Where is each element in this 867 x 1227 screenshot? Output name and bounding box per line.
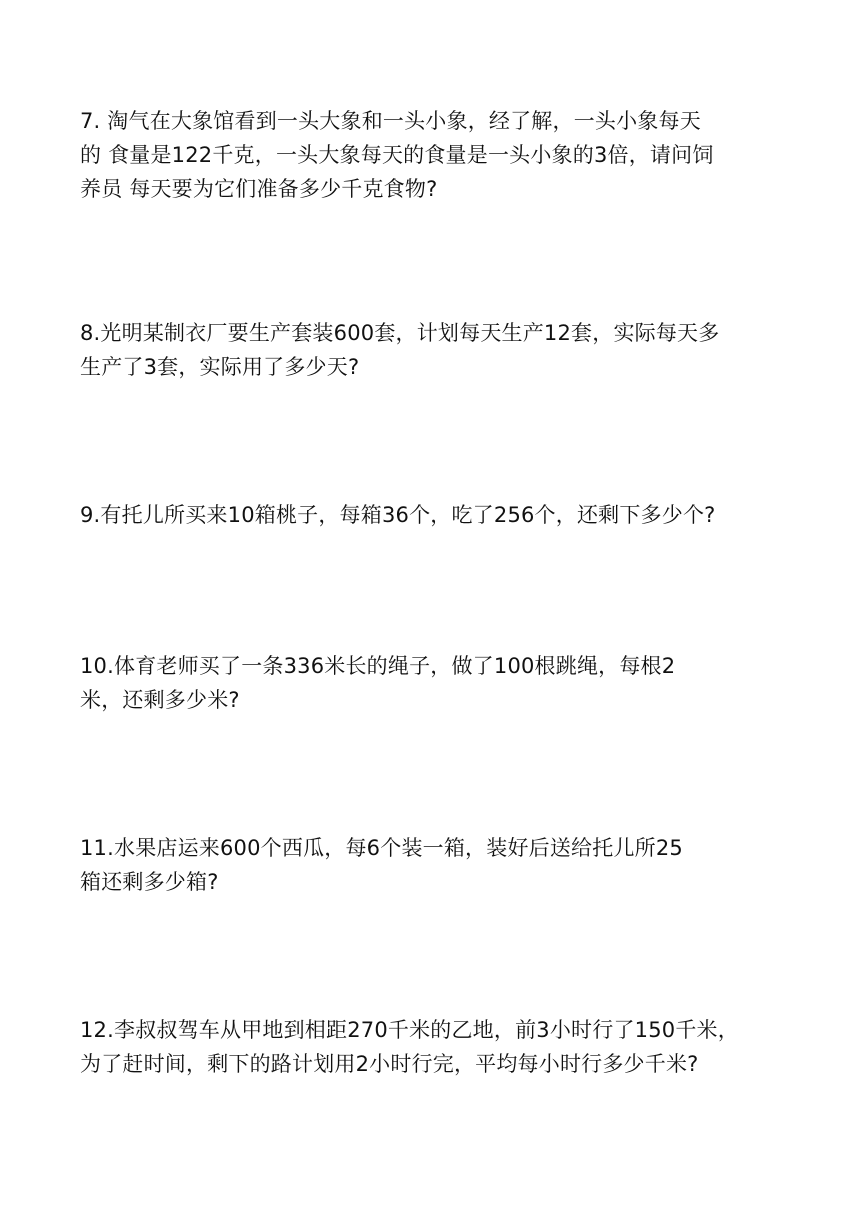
problem-12-line-2: 为了赶时间，剩下的路计划用2小时行完，平均每小时行多少千米? bbox=[80, 1052, 699, 1076]
problem-11 bbox=[80, 831, 780, 899]
problem-11-line-1: 11.水果店运来600个西瓜，每6个装一箱，装好后送给托儿所25 bbox=[80, 836, 683, 860]
problem-11-line-2: 箱还剩多少箱? bbox=[80, 870, 219, 894]
problem-10-line-1: 10.体育老师买了一条336米长的绳子，做了100根跳绳，每根2 bbox=[80, 654, 676, 678]
problem-9 bbox=[80, 498, 780, 532]
problem-8-line-2: 生产了3套，实际用了多少天? bbox=[80, 355, 360, 379]
problem-7 bbox=[80, 104, 780, 206]
problem-7-line-2: 的 食量是122千克，一头大象每天的食量是一头小象的3倍，请问饲 bbox=[80, 143, 714, 167]
problem-7-line-3: 养员 每天要为它们准备多少千克食物? bbox=[80, 177, 438, 201]
problem-7-line-1: 7. 淘气在大象馆看到一头大象和一头小象，经了解，一头小象每天 bbox=[80, 109, 701, 133]
problem-10-line-2: 米，还剩多少米? bbox=[80, 688, 240, 712]
problem-10 bbox=[80, 649, 780, 717]
problem-9-line-1: 9.有托儿所买来10箱桃子，每箱36个，吃了256个，还剩下多少个? bbox=[80, 503, 716, 527]
problem-8 bbox=[80, 316, 780, 384]
problem-12-line-1: 12.李叔叔驾车从甲地到相距270千米的乙地，前3小时行了150千米， bbox=[80, 1018, 739, 1042]
problem-8-line-1: 8.光明某制衣厂要生产套装600套，计划每天生产12套，实际每天多 bbox=[80, 321, 720, 345]
problem-12 bbox=[80, 1013, 780, 1081]
